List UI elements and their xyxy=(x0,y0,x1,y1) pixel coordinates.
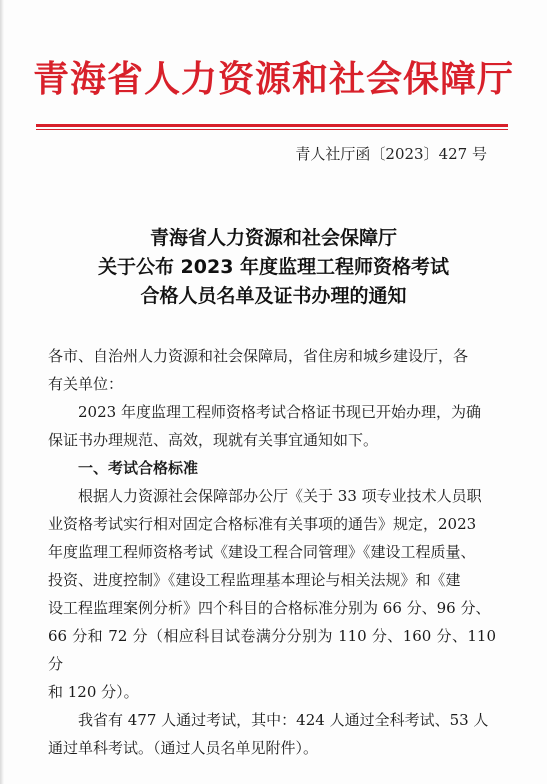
page-edge-shadow xyxy=(0,0,4,784)
section-heading: 一、考试合格标准 xyxy=(78,459,199,477)
letterhead-org-name: 青海省人力资源和社会保障厅 xyxy=(32,59,514,100)
intro-line: 2023 年度监理工程师资格考试合格证书现已开始办理，为确 xyxy=(78,403,481,421)
paragraph-line: 年度监理工程师资格考试《建设工程合同管理》《建设工程质量、 xyxy=(48,543,476,561)
paragraph-line: 通过单科考试。（通过人员名单见附件）。 xyxy=(48,739,319,757)
paragraph-line: 根据人力资源社会保障部办公厅《关于 33 项专业技术人员职 xyxy=(78,487,482,505)
salutation-line: 有关单位： xyxy=(48,375,124,393)
document-title xyxy=(0,224,547,311)
document-body xyxy=(48,342,496,762)
paragraph-line: 设工程监理案例分析》四个科目的合格标准分别为 66 分、96 分、 xyxy=(48,599,491,617)
paragraph-line: 我省有 477 人通过考试，其中：424 人通过全科考试、53 人 xyxy=(78,711,489,729)
paragraph-line: 投资、进度控制》《建设工程监理基本理论与相关法规》和《建 xyxy=(48,571,461,589)
title-line-2: 关于公布 2023 年度监理工程师资格考试 xyxy=(97,256,450,278)
paragraph-line: 和 120 分）。 xyxy=(48,683,139,701)
document-number: 青人社厅函〔2023〕427 号 xyxy=(295,145,487,163)
intro-line: 保证书办理规范、高效，现就有关事宜通知如下。 xyxy=(48,431,379,449)
title-line-1: 青海省人力资源和社会保障厅 xyxy=(149,227,397,249)
title-line-3: 合格人员名单及证书办理的通知 xyxy=(140,285,407,307)
paragraph-line: 业资格考试实行相对固定合格标准有关事项的通告》规定，2023 xyxy=(48,515,477,533)
salutation-line: 各市、自治州人力资源和社会保障局，省住房和城乡建设厅，各 xyxy=(48,347,469,365)
paragraph-line: 66 分和 72 分（相应科目试卷满分分别为 110 分、160 分、110 分 xyxy=(48,627,496,673)
letterhead-rule-thick xyxy=(36,124,508,127)
letterhead-rule-thin xyxy=(36,129,508,130)
